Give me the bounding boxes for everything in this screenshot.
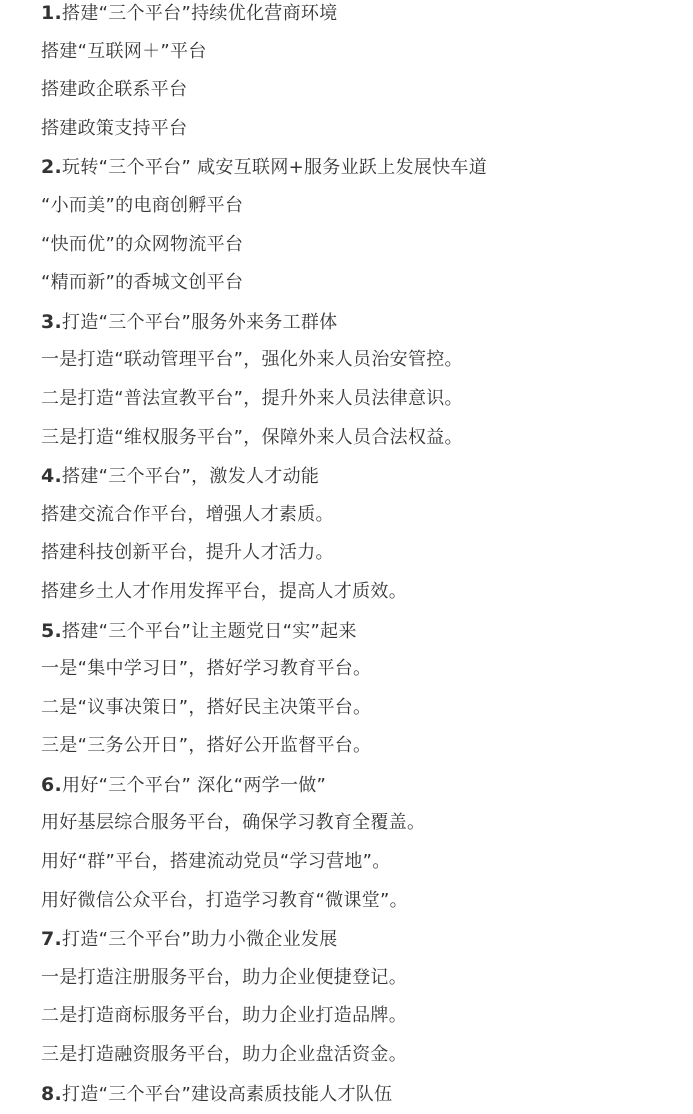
list-item: 一是打造注册服务平台，助力企业便捷登记。 <box>41 966 407 988</box>
list-item: 三是打造融资服务平台，助力企业盘活资金。 <box>41 1044 407 1066</box>
list-item: 搭建政策支持平台 <box>41 117 188 139</box>
list-item: 用好基层综合服务平台，确保学习教育全覆盖。 <box>41 812 426 834</box>
section-title: 搭建“三个平台”让主题党日“实”起来 <box>62 620 357 642</box>
list-item: 三是打造“维权服务平台”，保障外来人员合法权益。 <box>41 426 463 448</box>
list-item: 二是打造商标服务平台，助力企业打造品牌。 <box>41 1005 407 1027</box>
section-5-heading <box>41 612 681 651</box>
list-item: 搭建科技创新平台，提升人才活力。 <box>41 542 334 564</box>
section-title: 搭建“三个平台”，激发人才动能 <box>62 466 320 488</box>
section-2-heading <box>41 148 681 187</box>
list-item: 搭建“互联网＋”平台 <box>41 40 207 62</box>
section-title: 打造“三个平台”助力小微企业发展 <box>62 929 338 951</box>
section-number: 5. <box>41 619 63 642</box>
section-6-heading <box>41 766 681 805</box>
section-3-heading <box>41 303 681 342</box>
section-title: 搭建“三个平台”持续优化营商环境 <box>62 3 338 24</box>
section-title: 用好“三个平台” 深化“两学一做” <box>62 774 327 796</box>
section-number: 4. <box>41 465 63 488</box>
list-item: 搭建交流合作平台，增强人才素质。 <box>41 503 334 525</box>
section-4-heading <box>41 457 681 496</box>
list-item: “精而新”的香城文创平台 <box>41 272 244 294</box>
list-item: 二是打造“普法宣教平台”，提升外来人员法律意识。 <box>41 387 463 409</box>
list-item: 二是“议事决策日”，搭好民主决策平台。 <box>41 696 372 718</box>
section-number: 6. <box>41 773 63 796</box>
list-item: 一是打造“联动管理平台”，强化外来人员治安管控。 <box>41 349 463 371</box>
section-7-heading <box>41 920 681 959</box>
section-1-heading <box>41 0 681 33</box>
list-item: 搭建乡土人才作用发挥平台，提高人才质效。 <box>41 580 407 602</box>
list-item: 三是“三务公开日”，搭好公开监督平台。 <box>41 735 372 757</box>
section-number: 3. <box>41 310 63 333</box>
section-8-heading <box>41 1075 681 1114</box>
section-title: 打造“三个平台”建设高素质技能人才队伍 <box>62 1083 393 1105</box>
list-item: 搭建政企联系平台 <box>41 79 188 101</box>
list-item: 用好“群”平台，搭建流动党员“学习营地”。 <box>41 851 391 873</box>
section-number: 2. <box>41 156 63 179</box>
list-item: 用好微信公众平台，打造学习教育“微课堂”。 <box>41 889 408 911</box>
section-number: 8. <box>41 1082 63 1105</box>
section-title: 玩转“三个平台” 咸安互联网+服务业跃上发展快车道 <box>62 157 487 179</box>
section-title: 打造“三个平台”服务外来务工群体 <box>62 311 338 333</box>
list-item: “快而优”的众网物流平台 <box>41 233 244 255</box>
document-body <box>41 0 681 1113</box>
list-item: 一是“集中学习日”，搭好学习教育平台。 <box>41 658 372 680</box>
section-number: 1. <box>41 2 63 24</box>
list-item: “小而美”的电商创孵平台 <box>41 194 244 216</box>
section-number: 7. <box>41 928 63 951</box>
